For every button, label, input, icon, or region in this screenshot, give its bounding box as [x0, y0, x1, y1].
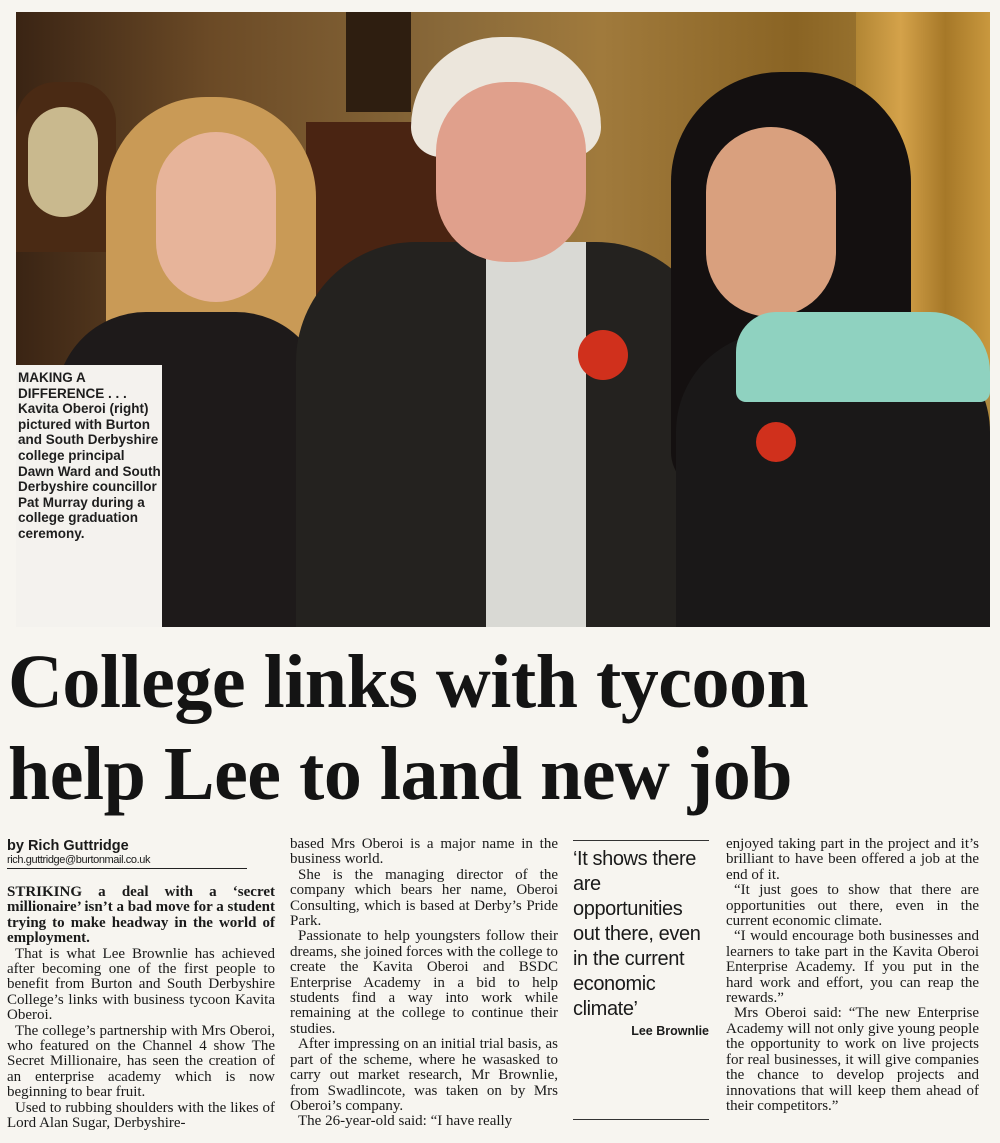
- person-center-face: [436, 82, 586, 262]
- poppy: [756, 422, 796, 462]
- person-right-face: [706, 127, 836, 317]
- poppy: [578, 330, 628, 380]
- graduation-hood: [736, 312, 990, 402]
- article-column-3: [726, 837, 979, 1114]
- paragraph: Used to rubbing shoulders with the likes of Lord Alan Sugar, Derbyshire-: [7, 1099, 275, 1132]
- photo-caption: [16, 365, 162, 627]
- caption-text: Kavita Oberoi (right) pictured with Burton and South Derbyshire college principal Dawn Ward and South Derbyshire councillor Pat Murray during a college graduation ceremony.: [18, 401, 161, 541]
- lead-paragraph: STRIKING a deal with a ‘secret millionaire’ isn’t a bad move for a student trying to make headway in the world of employment.: [7, 884, 275, 947]
- paragraph: Mrs Oberoi said: “The new Enterprise Academy will not only give young people the opportunity to work on live projects for real businesses, it will give companies the chance to develop projects and innovations that will keep them ahead of their competitors.”: [726, 1005, 979, 1114]
- headline: [8, 636, 998, 820]
- headline-line-2: help Lee to land new job: [8, 732, 792, 816]
- paragraph: “It just goes to show that there are opportunities out there, even in the current economic climate.: [726, 882, 979, 930]
- paragraph: She is the managing director of the company which bears her name, Oberoi Consulting, which is based at Derby’s Pride Park.: [290, 866, 558, 930]
- article-column-2: [290, 837, 558, 1130]
- person-left-face: [156, 132, 276, 302]
- author-email[interactable]: rich.guttridge@burtonmail.co.uk: [7, 854, 247, 869]
- paragraph: After impressing on an initial trial basis, as part of the scheme, where he wasasked to carry out market research, Mr Brownlie, from Swadlincote, was taken on by Mrs Oberoi’s company.: [290, 1036, 558, 1114]
- caption-lead: MAKING A DIFFERENCE . . .: [18, 370, 127, 401]
- article-column-1: [7, 885, 275, 1132]
- pull-quote-attribution: Lee Brownlie: [631, 1024, 709, 1038]
- paragraph: based Mrs Oberoi is a major name in the business world.: [290, 836, 558, 868]
- person-center-shirt: [486, 242, 586, 627]
- pull-quote: [573, 840, 709, 1120]
- article-photo: [16, 12, 990, 627]
- headline-line-1: College links with tycoon: [8, 640, 809, 724]
- paragraph: The 26-year-old said: “I have really: [298, 1113, 513, 1130]
- paragraph: The college’s partnership with Mrs Oberoi, who featured on the Channel 4 show The Secret Millionaire, has seen the creation of an enterprise academy which is now beginning to bear fruit.: [7, 1022, 275, 1101]
- byline: [7, 838, 247, 869]
- paragraph: “I would encourage both businesses and learners to take part in the Kavita Oberoi Enterprise Academy. If you put in the hard work and effort, you can reap the rewards.”: [726, 928, 979, 1007]
- paragraph: enjoyed taking part in the project and it’s brilliant to have been offered a job at the end of it.: [726, 836, 979, 883]
- paragraph: Passionate to help youngsters follow their dreams, she joined forces with the college to create the Kavita Oberoi and BSDC Enterprise Academy in a bid to help students find a way into work while remaining at the college to continue their studies.: [290, 928, 558, 1037]
- wall-frame: [346, 12, 411, 112]
- author-name: by Rich Guttridge: [7, 838, 129, 854]
- pull-quote-text: ‘It shows there are opportunities out there, even in the current economic climate’: [573, 848, 701, 1020]
- clock-face: [28, 107, 98, 217]
- paragraph: That is what Lee Brownlie has achieved after becoming one of the first people to benefit from Burton and South Derbyshire College’s links with business tycoon Kavita Oberoi.: [7, 945, 275, 1024]
